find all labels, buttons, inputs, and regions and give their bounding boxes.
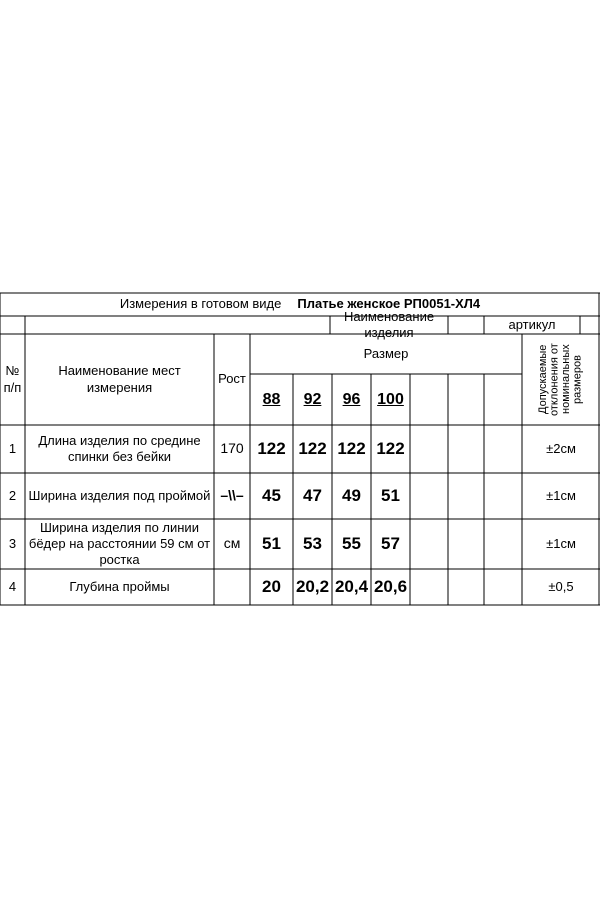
size-value: 20: [262, 577, 281, 597]
measure-place: Глубина проймы: [69, 578, 170, 594]
tolerance-value: ±1см: [546, 535, 576, 551]
size-column-header: Размер: [363, 345, 409, 361]
row-number: 1: [8, 440, 17, 456]
size-value: 122: [298, 439, 327, 459]
size-value: 47: [303, 486, 322, 506]
size-value: 20,6: [373, 577, 408, 597]
title-row: [0, 293, 600, 316]
product-name-label: Наименование изделия: [343, 308, 435, 340]
height-value: –\\–: [220, 487, 244, 504]
size-value: 51: [262, 534, 281, 554]
size-value: 51: [381, 486, 400, 506]
tolerance-value: ±0,5: [548, 578, 574, 594]
size-value: 57: [381, 534, 400, 554]
size-value: 122: [257, 439, 286, 459]
size-value: 122: [337, 439, 366, 459]
size-value: 122: [376, 439, 405, 459]
size-value: 20,2: [295, 577, 330, 597]
tolerance-value: ±1см: [546, 487, 576, 503]
size-header: 92: [303, 390, 322, 408]
size-value: 49: [342, 486, 361, 506]
height-value: см: [223, 535, 241, 552]
tolerance-value: ±2см: [546, 440, 576, 456]
height-column-header: Рост: [218, 371, 246, 387]
tolerance-column-header: Допускаемые отклонения от номинальных размеров: [536, 343, 584, 416]
measure-place-column-header: Наименование мест измерения: [58, 363, 181, 395]
size-value: 20,4: [334, 577, 369, 597]
measure-place: Длина изделия по средине спинки без бейки: [38, 432, 201, 464]
row-number: 3: [8, 535, 17, 551]
size-header: 100: [377, 390, 404, 408]
measure-place: Ширина изделия по линии бёдер на расстоянии 59 см от ростка: [28, 519, 211, 568]
size-header: 88: [262, 390, 281, 408]
size-value: 55: [342, 534, 361, 554]
article-label: артикул: [508, 316, 556, 332]
height-value: [214, 569, 250, 605]
size-value: 45: [262, 486, 281, 506]
row-number: 2: [8, 487, 17, 503]
product-title: Платье женское РП0051-ХЛ4: [297, 296, 481, 312]
height-value: 170: [220, 440, 244, 457]
measure-place: Ширина изделия под проймой: [28, 487, 211, 503]
title-caption: Измерения в готовом виде: [119, 296, 282, 312]
size-value: 53: [303, 534, 322, 554]
row-number: 4: [8, 578, 17, 594]
size-header: 96: [342, 390, 361, 408]
number-column-header: № п/п: [3, 363, 22, 395]
